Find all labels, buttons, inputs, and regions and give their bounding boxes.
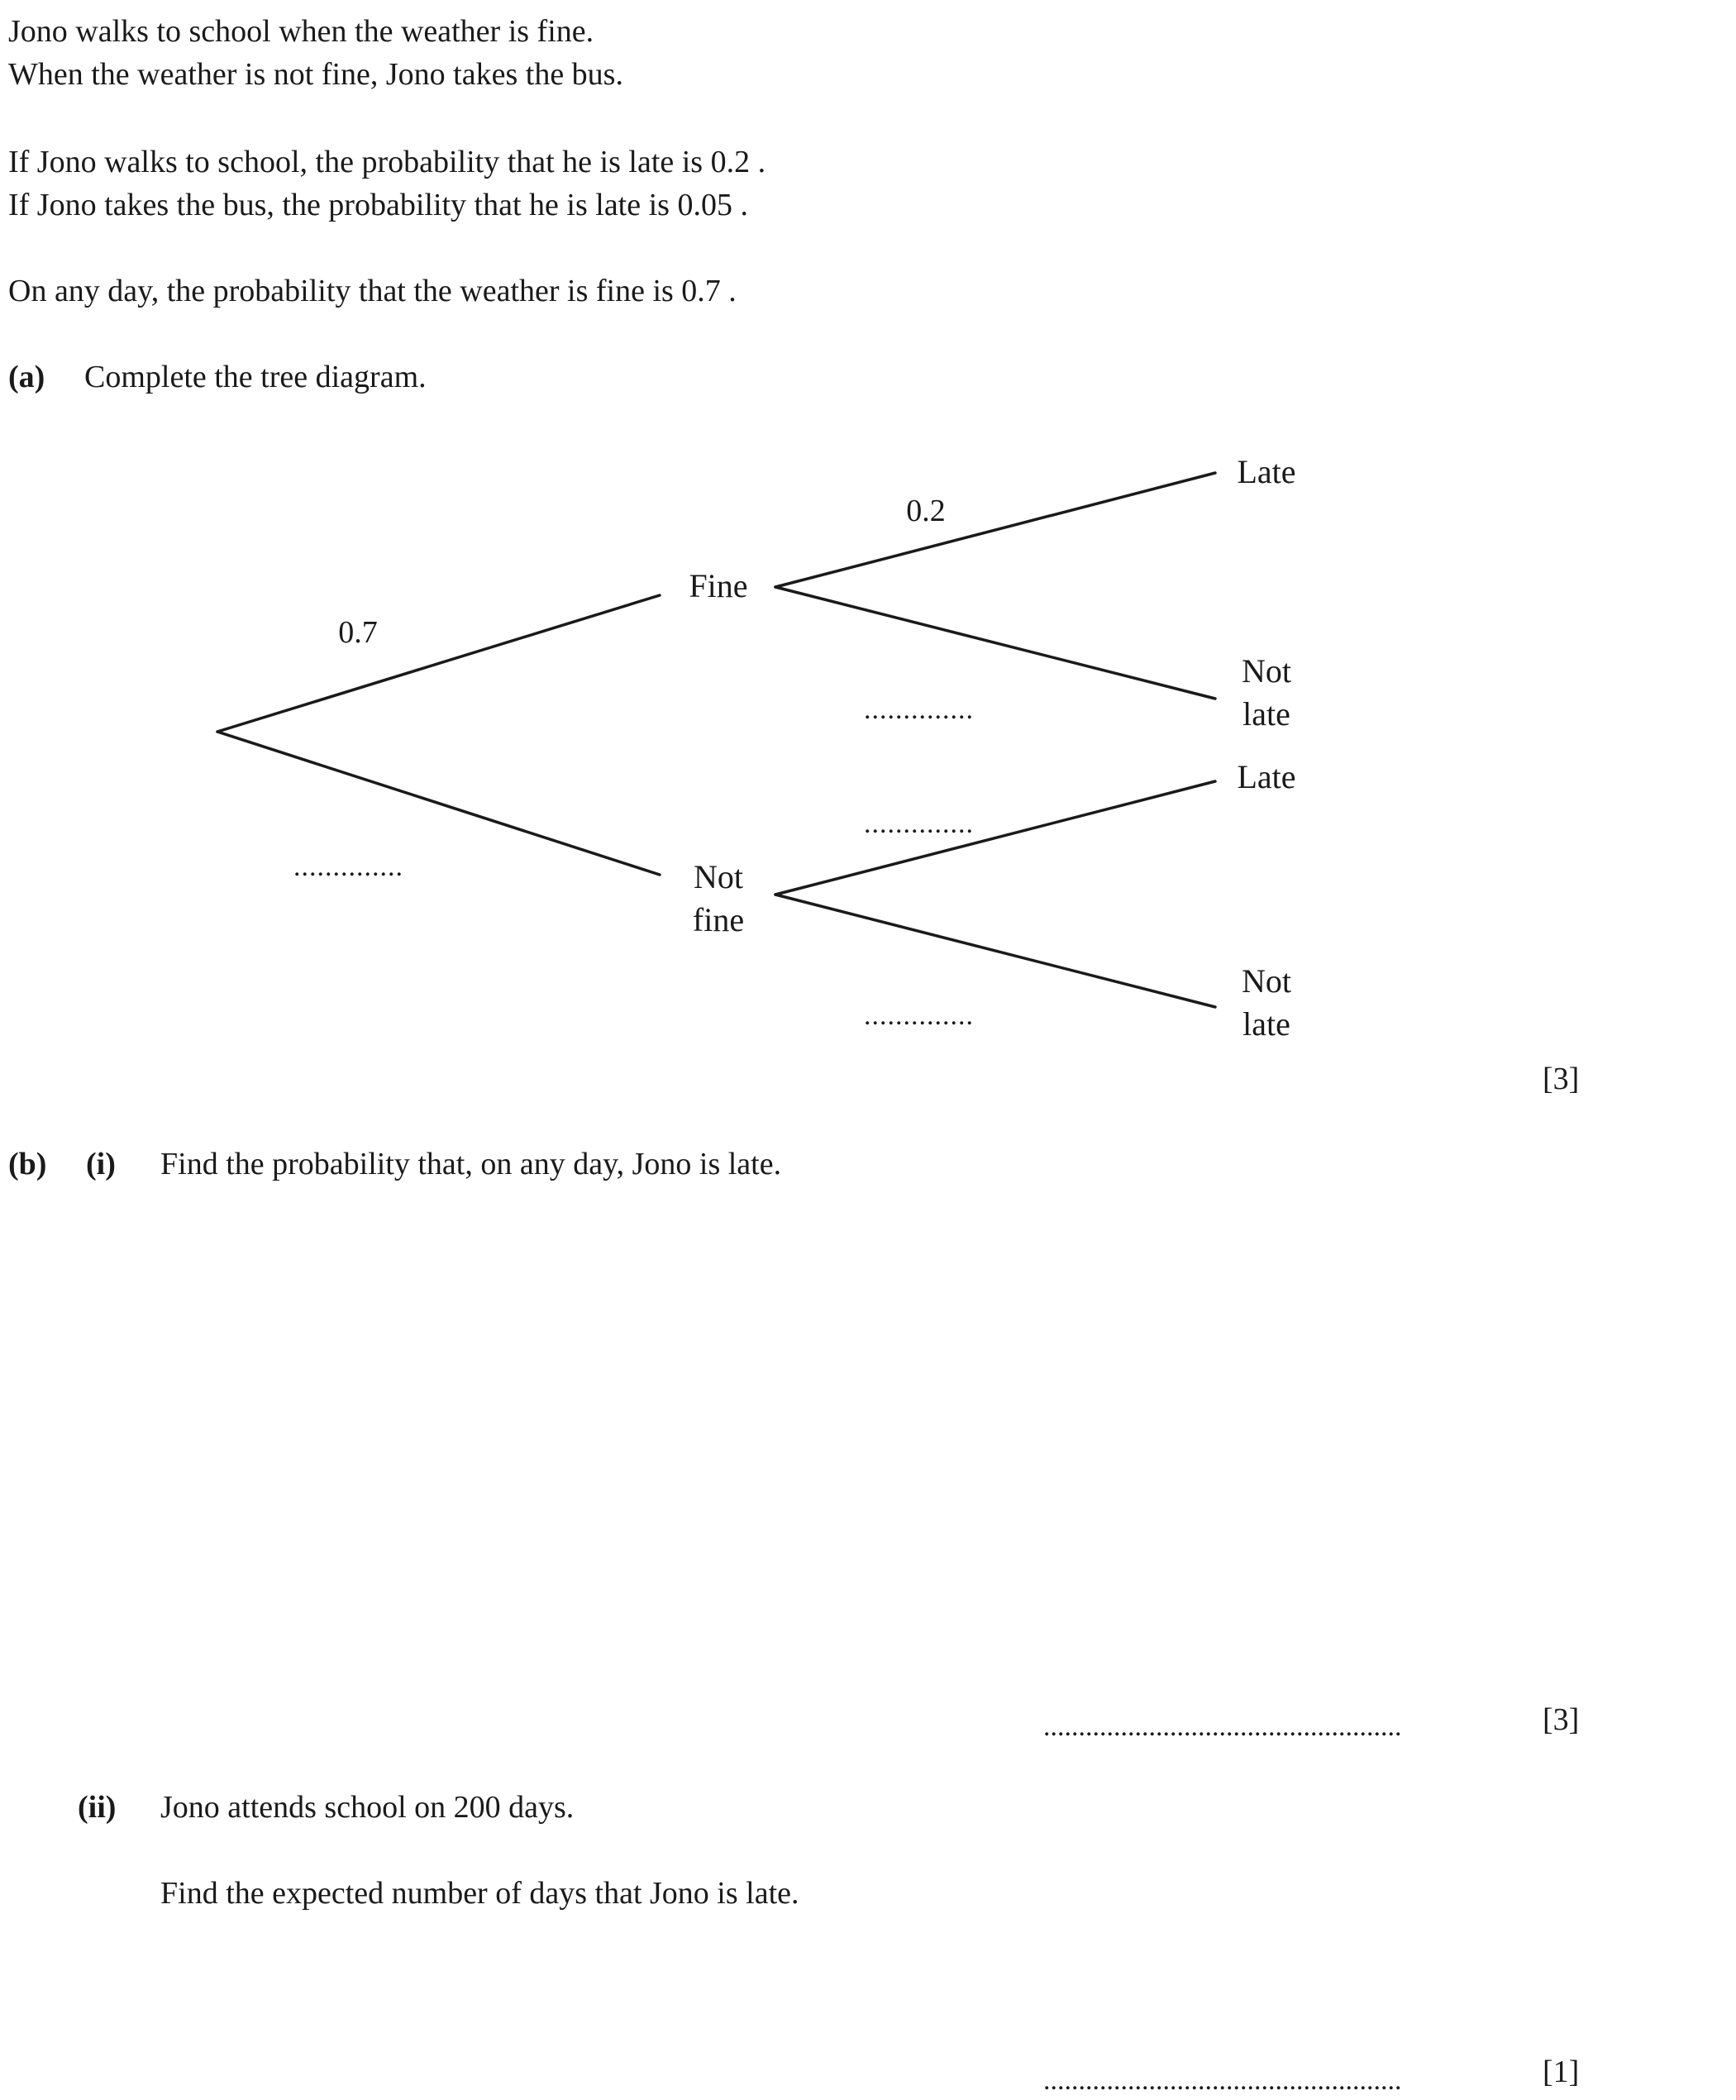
intro-line-3: If Jono walks to school, the probability that he is late is 0.2 .: [8, 145, 766, 179]
branch-not-fine: [217, 732, 660, 875]
part-b-i-text: Find the probability that, on any day, Jono is late.: [160, 1147, 782, 1181]
part-b-ii-text-1: Jono attends school on 200 days.: [160, 1790, 575, 1825]
node-not-fine-line1: Not: [694, 858, 743, 895]
branch-fine-not-late: [775, 587, 1215, 699]
prob-fine-late: 0.2: [906, 494, 946, 528]
intro-line-1: Jono walks to school when the weather is fine.: [8, 14, 594, 49]
node-not-fine-line2: fine: [692, 901, 745, 938]
leaf-late-2: Late: [1237, 758, 1296, 795]
answer-line-b-ii[interactable]: ...................................................: [1043, 2065, 1402, 2096]
part-b-ii-text-2: Find the expected number of days that Jono is late.: [160, 1876, 799, 1911]
intro-line-5: On any day, the probability that the weather is fine is 0.7 .: [8, 274, 737, 308]
blank-notfine-late[interactable]: ..............: [864, 809, 974, 839]
leaf-not-late-2a: Not: [1242, 962, 1291, 1000]
part-b-label: (b): [8, 1147, 47, 1181]
leaf-not-late-2b: late: [1242, 1005, 1290, 1043]
leaf-not-late-1a: Not: [1242, 652, 1291, 690]
part-b-ii-label: (ii): [78, 1790, 117, 1825]
part-b-i-marks: [3]: [1543, 1702, 1580, 1737]
part-b-i-label: (i): [86, 1147, 116, 1181]
part-b-ii-marks: [1]: [1543, 2055, 1580, 2089]
blank-fine-not-late[interactable]: ..............: [864, 694, 974, 725]
intro-line-2: When the weather is not fine, Jono takes the bus.: [8, 57, 623, 92]
part-a-text: Complete the tree diagram.: [84, 360, 427, 394]
branch-notfine-not-late: [775, 895, 1215, 1007]
intro-line-4: If Jono takes the bus, the probability that he is late is 0.05 .: [8, 188, 748, 222]
leaf-late-1: Late: [1237, 453, 1296, 490]
branch-fine-late: [775, 473, 1215, 587]
blank-not-fine[interactable]: ..............: [293, 852, 403, 882]
answer-line-b-i[interactable]: ...................................................: [1043, 1711, 1402, 1742]
branch-fine: [217, 595, 660, 732]
prob-fine: 0.7: [338, 615, 378, 650]
leaf-not-late-1b: late: [1242, 695, 1290, 733]
part-a-label: (a): [8, 360, 45, 394]
part-a-marks: [3]: [1543, 1062, 1580, 1096]
branch-notfine-late: [775, 781, 1215, 895]
blank-notfine-not-late[interactable]: ..............: [864, 1000, 974, 1031]
node-fine: Fine: [689, 567, 748, 604]
